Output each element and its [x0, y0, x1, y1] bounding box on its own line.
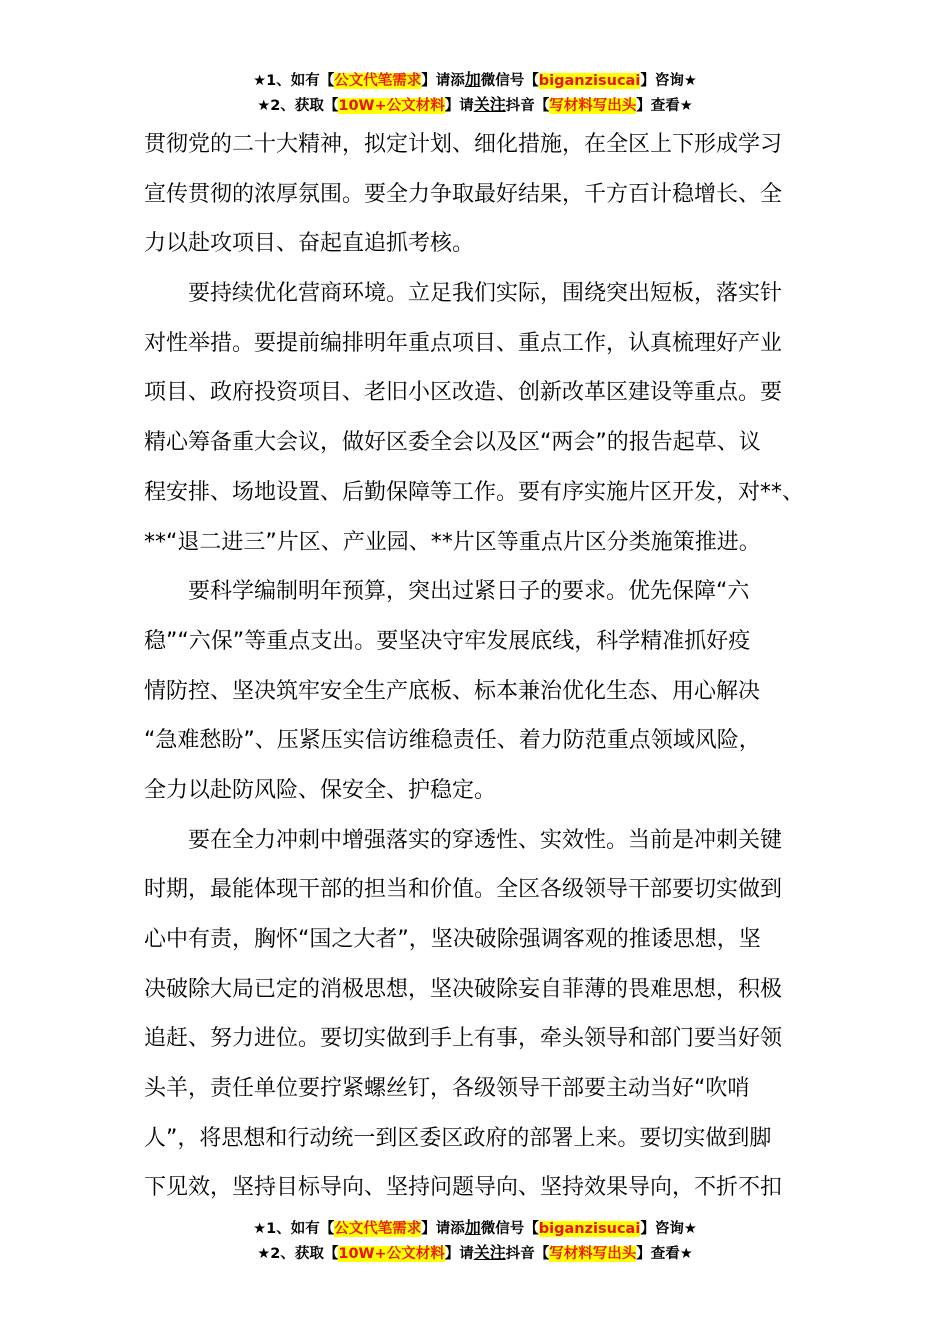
banner-text: 微信号【 [480, 73, 539, 89]
banner-underlined: 关注 [473, 95, 506, 114]
banner-text: 】查看★ [636, 1246, 693, 1262]
banner-text: 抖音【 [505, 98, 550, 114]
banner-text: 】查看★ [636, 98, 693, 114]
banner-underlined: 加 [464, 70, 481, 89]
banner-underlined: 加 [464, 1218, 481, 1237]
banner-underlined: 关注 [473, 1243, 506, 1262]
banner-text: 】请添 [421, 73, 465, 89]
paragraph-start-line: 要科学编制明年预算，突出过紧日子的要求。优先保障“六 [188, 579, 750, 605]
banner-highlight: 10W+公文材料 [338, 1246, 445, 1262]
paragraph-start-line: 要持续优化营商环境。立足我们实际，围绕突出短板，落实针 [188, 281, 783, 307]
banner-highlight-douyin: 写材料写出头 [549, 1246, 637, 1262]
banner-line-2 [0, 93, 950, 118]
document-body [144, 120, 820, 1213]
banner-text: ★2、获取【 [257, 98, 339, 114]
banner-highlight-wechat: biganzisucai [538, 1221, 641, 1237]
body-line: 对性举措。要提前编排明年重点项目、重点工作，认真梳理好产业 [144, 330, 783, 356]
banner-highlight: 公文代笔需求 [334, 73, 422, 89]
banner-highlight-wechat: biganzisucai [538, 73, 641, 89]
body-line: 稳”“六保”等重点支出。要坚决守牢发展底线，科学精准抓好疫 [144, 628, 751, 654]
body-line: 决破除大局已定的消极思想，坚决破除妄自菲薄的畏难思想，积极 [144, 976, 783, 1002]
body-line: 情防控、坚决筑牢安全生产底板、标本兼治优化生态、用心解决 [144, 678, 761, 704]
body-line: “急难愁盼”、压紧压实信访维稳责任、着力防范重点领域风险， [144, 728, 761, 754]
body-line: 程安排、场地设置、后勤保障等工作。要有序实施片区开发，对**、 [144, 479, 805, 505]
body-line: 宣传贯彻的浓厚氛围。要全力争取最好结果，千方百计稳增长、全 [144, 181, 783, 207]
banner-highlight-douyin: 写材料写出头 [549, 98, 637, 114]
banner-text: ★1、如有【 [253, 1221, 335, 1237]
banner-highlight: 10W+公文材料 [338, 98, 445, 114]
banner-text: ★2、获取【 [257, 1246, 339, 1262]
body-line: 贯彻党的二十大精神，拟定计划、细化措施，在全区上下形成学习 [144, 132, 783, 157]
banner-text: 】请 [444, 1246, 474, 1262]
body-line: 头羊，责任单位要拧紧螺丝钉，各级领导干部要主动当好“吹哨 [144, 1076, 750, 1102]
banner-text: 】请 [444, 98, 474, 114]
body-line: 全力以赴防风险、保安全、护稳定。 [144, 777, 497, 803]
banner-line-2 [0, 1241, 950, 1266]
banner-line-1 [0, 1216, 950, 1241]
body-line: 时期，最能体现干部的担当和价值。全区各级领导干部要切实做到 [144, 877, 783, 903]
banner-text: 抖音【 [505, 1246, 550, 1262]
banner-line-1 [0, 68, 950, 93]
body-line: 追赶、努力进位。要切实做到手上有事，牵头领导和部门要当好领 [144, 1026, 783, 1052]
header-banner [0, 68, 950, 118]
footer-banner [0, 1216, 950, 1266]
body-line: 项目、政府投资项目、老旧小区改造、创新改革区建设等重点。要 [144, 380, 783, 406]
body-line: 精心筹备重大会议，做好区委全会以及区“两会”的报告起草、议 [144, 430, 761, 456]
banner-text: 微信号【 [480, 1221, 539, 1237]
banner-text: ★1、如有【 [253, 73, 335, 89]
body-line: 心中有责，胸怀“国之大者”，坚决破除强调客观的推诿思想，坚 [144, 927, 761, 952]
banner-text: 】咨询★ [640, 1221, 697, 1237]
banner-text: 】请添 [421, 1221, 465, 1237]
paragraph-start-line: 要在全力冲刺中增强落实的穿透性、实效性。当前是冲刺关键 [188, 827, 783, 853]
body-line: **“退二进三”片区、产业园、**片区等重点片区分类施策推进。 [144, 529, 761, 555]
banner-highlight: 公文代笔需求 [334, 1221, 422, 1237]
body-line: 人”，将思想和行动统一到区委区政府的部署上来。要切实做到脚 [144, 1125, 772, 1151]
body-line: 下见效，坚持目标导向、坚持问题导向、坚持效果导向，不折不扣 [144, 1175, 783, 1201]
body-line: 力以赴攻项目、奋起直追抓考核。 [144, 231, 475, 257]
banner-text: 】咨询★ [640, 73, 697, 89]
